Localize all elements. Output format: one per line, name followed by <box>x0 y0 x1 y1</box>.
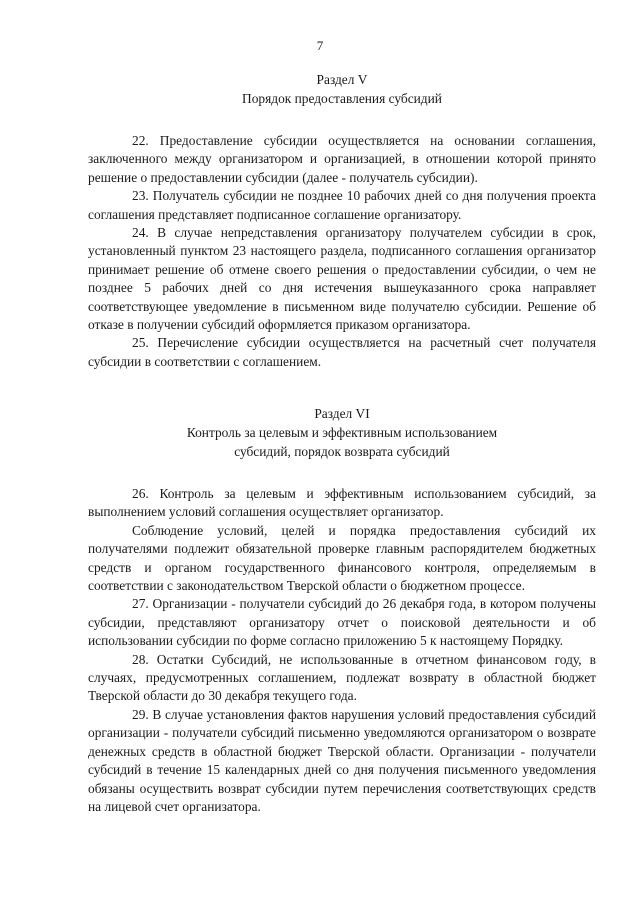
section-v <box>88 70 596 371</box>
paragraph-25: 25. Перечисление субсидии осуществляется на расчетный счет получателя субсидии в соответствии с соглашением. <box>88 335 596 369</box>
paragraph-27: 27. Организации - получатели субсидий до 26 декабря года, в котором получены субсидии, представляют организатору отчет о поисковой деятельности и об использовании субсидии по форме согласно приложению 5 к настоящему Порядку. <box>88 596 596 649</box>
paragraph-23: 23. Получатель субсидии не позднее 10 рабочих дней со дня получения проекта соглашения представляет подписанное соглашение организатору. <box>88 188 596 222</box>
paragraph-29: 29. В случае установления фактов нарушения условий предоставления субсидий организации - получатели субсидий письменно уведомляются организатором о возврате денежных средств в областной бюджет Тверской области. Организации - получатели субсидий в течение 15 календарных дней со дня получения письменного уведомления обязаны осуществить возврат субсидии путем перечисления соответствующих средств на лицевой счет организатора. <box>88 706 596 814</box>
section-heading-block <box>88 404 596 461</box>
section-heading: Раздел VI <box>314 406 370 421</box>
paragraph-28: 28. Остатки Субсидий, не использованные в отчетном финансовом году, в случаях, предусмотренных соглашением, подлежат возврату в областной бюджет Тверской области до 30 декабря текущего года. <box>88 651 596 704</box>
paragraph-26: 26. Контроль за целевым и эффективным использованием субсидий, за выполнением условий соглашения осуществляет организатор. <box>88 486 596 520</box>
page-number: 7 <box>316 38 324 53</box>
section-title-line: Контроль за целевым и эффективным использованием <box>186 425 498 440</box>
section-heading-block <box>88 70 596 108</box>
section-vi <box>88 404 596 816</box>
section-body <box>88 485 596 816</box>
paragraph-22: 22. Предоставление субсидии осуществляется на основании соглашения, заключенного между организатором и организацией, в отношении которой принято решение о предоставлении субсидии (далее - получатель субсидии). <box>88 133 596 185</box>
section-title-line: Порядок предоставления субсидий <box>242 91 442 106</box>
section-heading: Раздел V <box>316 72 368 87</box>
paragraph-24: 24. В случае непредставления организатору получателем субсидии в срок, установленный пунктом 23 настоящего раздела, подписанного соглашения организатор принимает решение об отмене своего решения о предоставлении субсидии, о чем не позднее 5 рабочих дней со дня истечения вышеуказанного срока направляет соответствующее уведомление в письменном виде получателю субсидии. Решение об отказе в получении субсидий оформляется приказом организатора. <box>88 225 596 333</box>
section-body <box>88 132 596 371</box>
paragraph-compliance: Соблюдение условий, целей и порядка предоставления субсидий их получателями подлежит обязательной проверке главным распорядителем бюджетных средств и органом государственного финансового контроля, определяемым в соответствии с законодательством Тверской области о бюджетном процессе. <box>88 522 596 594</box>
section-title-line: субсидий, порядок возврата субсидий <box>234 444 450 459</box>
